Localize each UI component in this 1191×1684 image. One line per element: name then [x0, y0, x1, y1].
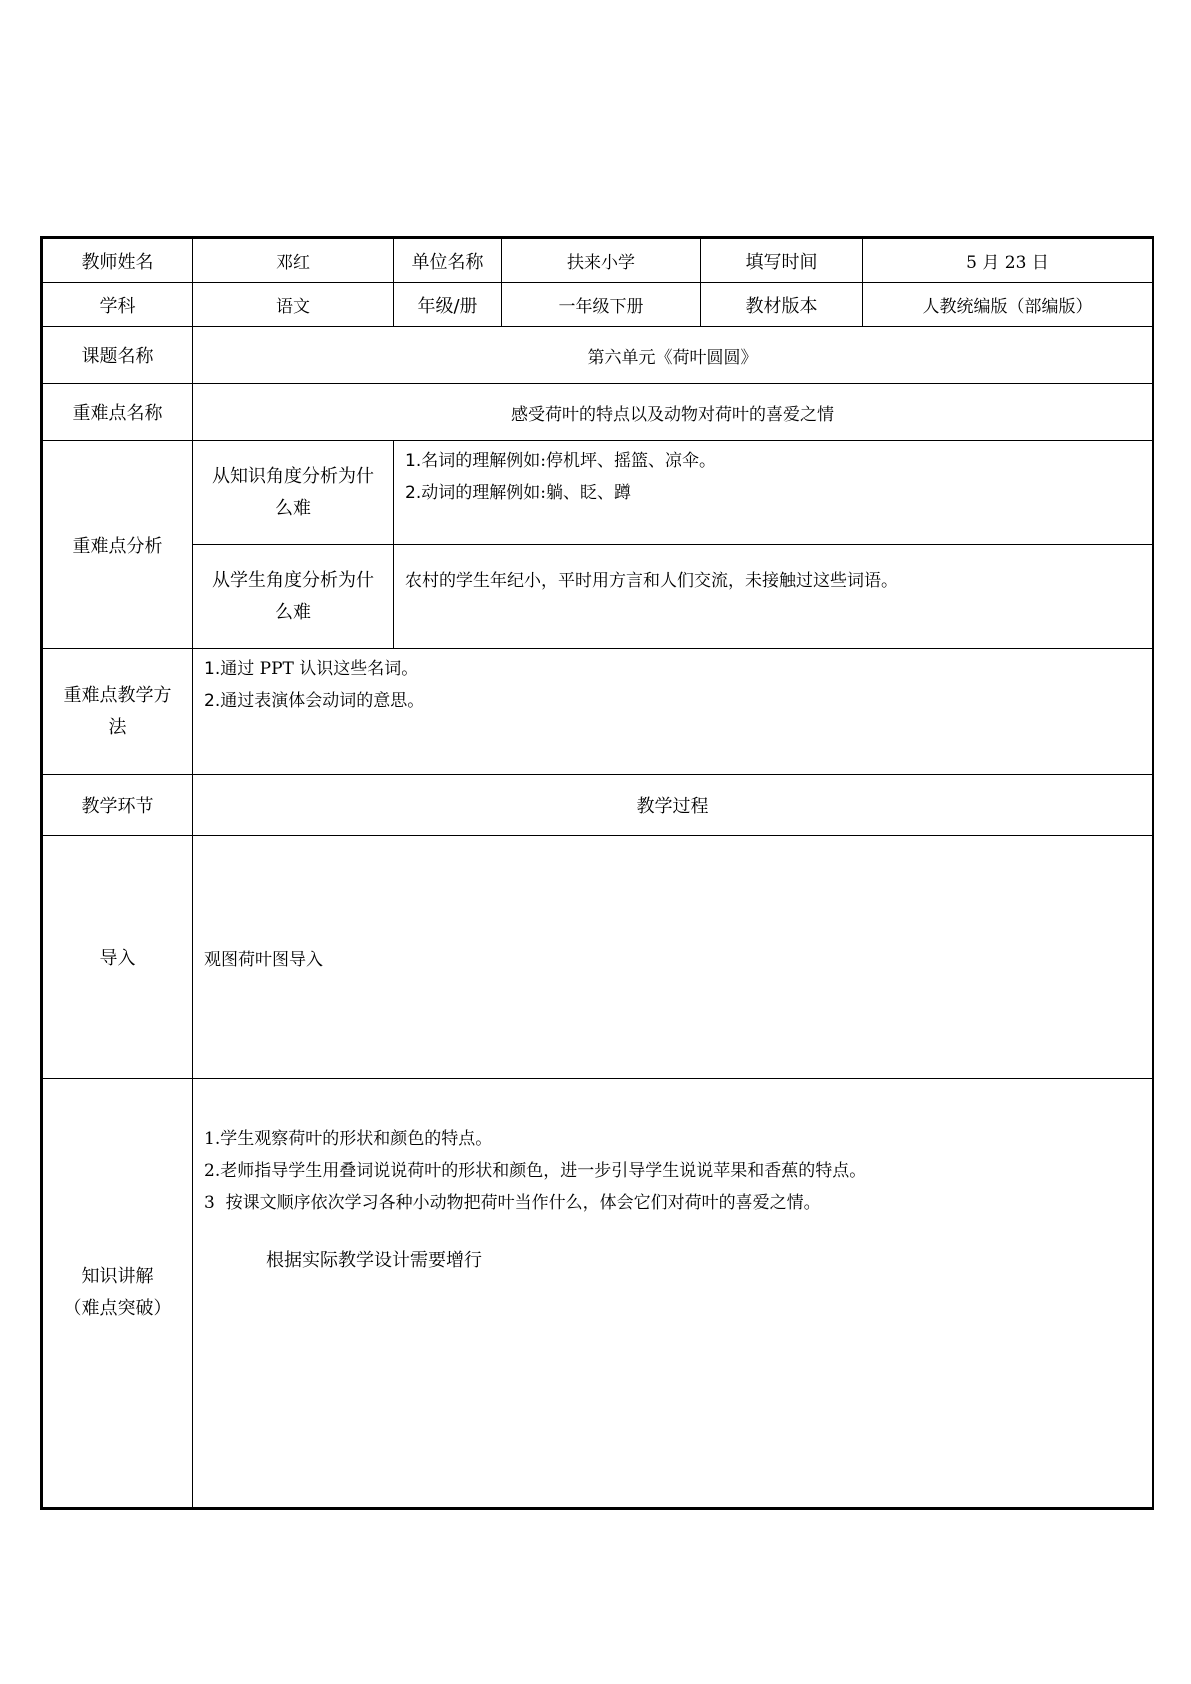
fill-date-value: 5 月 23 日	[863, 239, 1153, 283]
process-header: 教学过程	[193, 775, 1153, 836]
unit-name-label: 单位名称	[394, 239, 502, 283]
explain-line: 1.学生观察荷叶的形状和颜色的特点。	[204, 1129, 493, 1149]
analysis-student-row	[43, 545, 1153, 649]
knowledge-item: 1.名词的理解例如:停机坪、摇篮、凉伞。	[405, 451, 716, 471]
header-row-2	[43, 283, 1153, 327]
stage-header: 教学环节	[43, 775, 193, 836]
grade-value: 一年级下册	[502, 283, 701, 327]
method-item: 1.通过 PPT 认识这些名词。	[204, 659, 419, 679]
unit-name-value: 扶来小学	[502, 239, 701, 283]
key-point-row	[43, 384, 1153, 441]
subject-value: 语文	[193, 283, 394, 327]
explain-label	[43, 1079, 193, 1508]
grade-label: 年级/册	[394, 283, 502, 327]
method-row	[43, 649, 1153, 775]
topic-value: 第六单元《荷叶圆圆》	[193, 327, 1153, 384]
method-item: 2.通过表演体会动词的意思。	[204, 691, 425, 711]
knowledge-angle-label: 从知识角度分析为什么难	[193, 441, 394, 545]
key-point-label: 重难点名称	[43, 384, 193, 441]
intro-content: 观图荷叶图导入	[193, 836, 1153, 1079]
explain-content	[193, 1079, 1153, 1508]
topic-row	[43, 327, 1153, 384]
explain-note: 根据实际教学设计需要增行	[266, 1250, 482, 1271]
header-row-1	[43, 239, 1153, 283]
topic-label: 课题名称	[43, 327, 193, 384]
explain-label-line: 知识讲解	[81, 1266, 154, 1287]
student-angle-label: 从学生角度分析为什么难	[193, 545, 394, 649]
key-point-value: 感受荷叶的特点以及动物对荷叶的喜爱之情	[193, 384, 1153, 441]
teacher-name-value: 邓红	[193, 239, 394, 283]
fill-date-label: 填写时间	[701, 239, 863, 283]
student-angle-content: 农村的学生年纪小，平时用方言和人们交流，未接触过这些词语。	[394, 545, 1153, 649]
explain-label-line: （难点突破）	[63, 1298, 172, 1319]
teacher-name-label: 教师姓名	[43, 239, 193, 283]
explain-row	[43, 1079, 1153, 1508]
intro-label: 导入	[43, 836, 193, 1079]
intro-row	[43, 836, 1153, 1079]
analysis-label: 重难点分析	[43, 441, 193, 649]
edition-label: 教材版本	[701, 283, 863, 327]
explain-line: 3 按课文顺序依次学习各种小动物把荷叶当作什么，体会它们对荷叶的喜爱之情。	[204, 1193, 821, 1213]
method-content	[193, 649, 1153, 775]
explain-line: 2.老师指导学生用叠词说说荷叶的形状和颜色，进一步引导学生说说苹果和香蕉的特点。	[204, 1161, 867, 1181]
edition-value: 人教统编版（部编版）	[863, 283, 1153, 327]
analysis-knowledge-row	[43, 441, 1153, 545]
method-label: 重难点教学方法	[43, 649, 193, 775]
subject-label: 学科	[43, 283, 193, 327]
knowledge-item: 2.动词的理解例如:躺、眨、蹲	[405, 483, 631, 503]
process-header-row	[43, 775, 1153, 836]
knowledge-angle-content	[394, 441, 1153, 545]
lesson-plan-table	[40, 236, 1154, 1510]
